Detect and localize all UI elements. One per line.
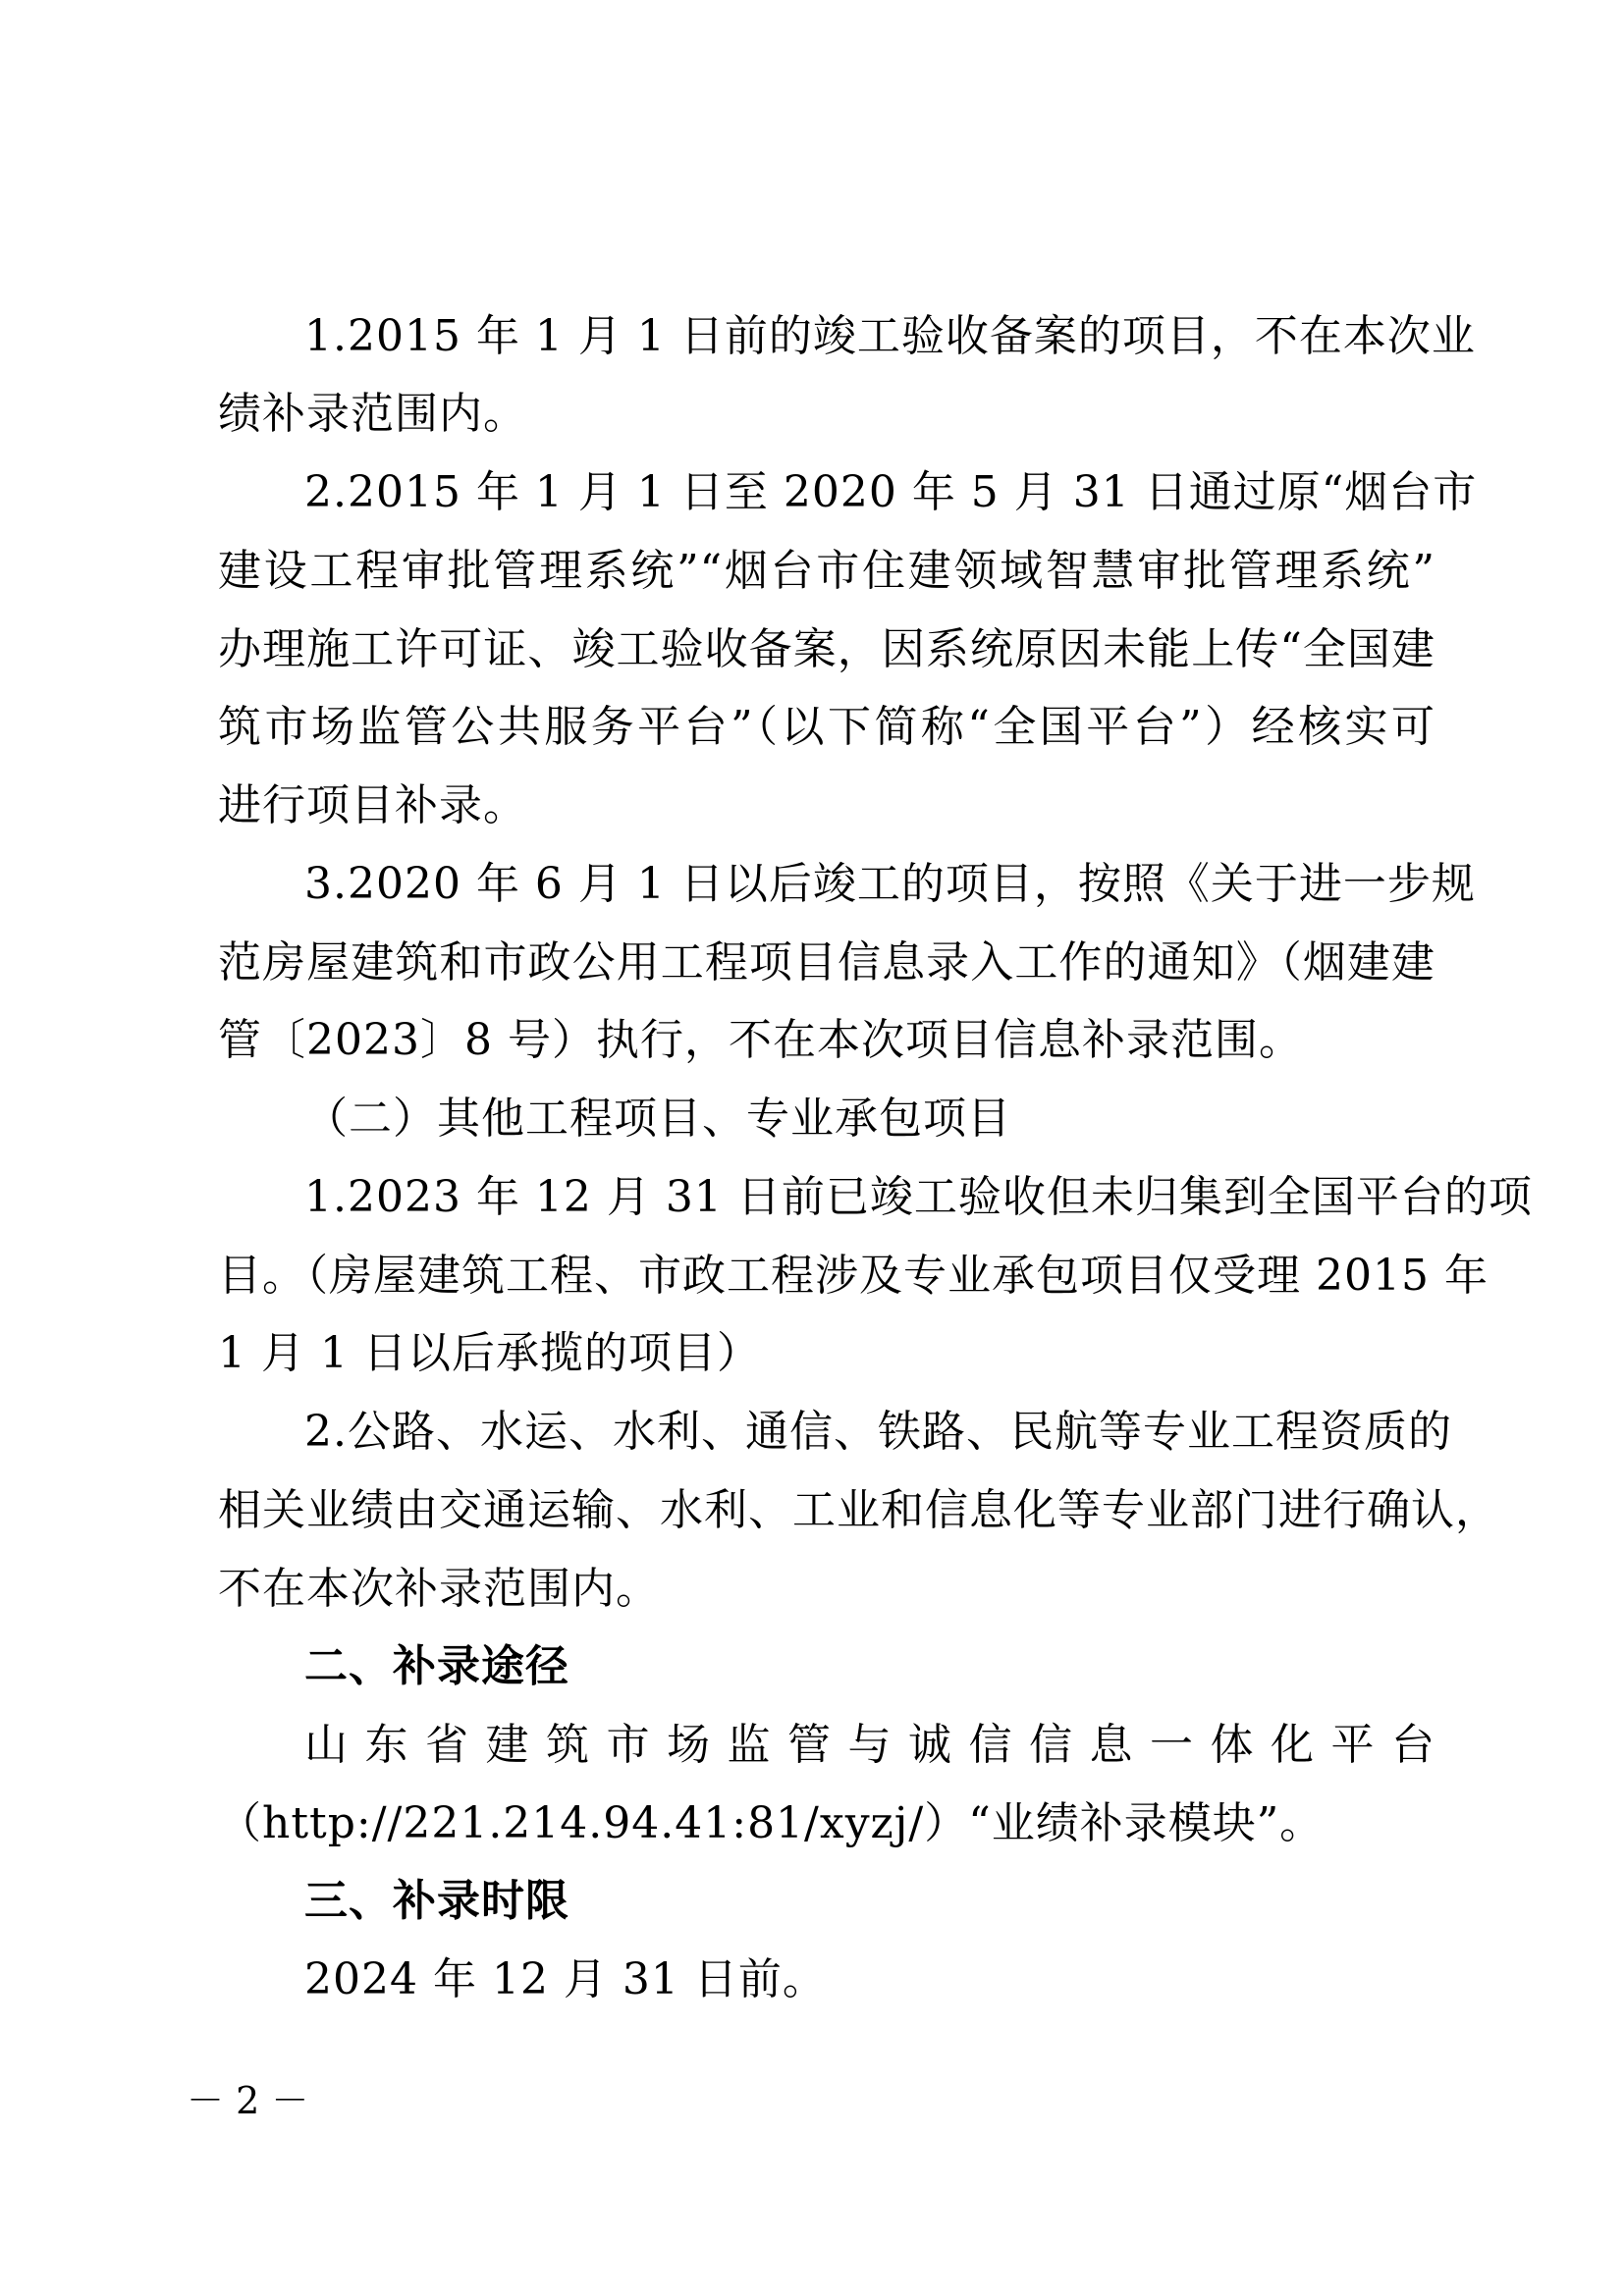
paragraph-line: 2.公路、水运、水利、通信、铁路、民航等专业工程资质的 xyxy=(304,1407,1452,1457)
paragraph-line: 范房屋建筑和市政公用工程项目信息录入工作的通知》（烟建建 xyxy=(218,937,1435,988)
paragraph-line: 办理施工许可证、竣工验收备案，因系统原因未能上传“全国建 xyxy=(218,624,1435,674)
paragraph-line: 1.2015 年 1 月 1 日前的竣工验收备案的项目，不在本次业 xyxy=(304,311,1476,361)
section-heading: 三、补录时限 xyxy=(304,1876,569,1926)
paragraph-line: 1.2023 年 12 月 31 日前已竣工验收但未归集到全国平台的项 xyxy=(304,1172,1533,1222)
paragraph-line: 绩补录范围内。 xyxy=(218,389,527,439)
paragraph-line: 进行项目补录。 xyxy=(218,780,527,830)
paragraph-line: 目。（房屋建筑工程、市政工程涉及专业承包项目仅受理 2015 年 xyxy=(218,1251,1489,1301)
paragraph-line: 3.2020 年 6 月 1 日以后竣工的项目，按照《关于进一步规 xyxy=(304,859,1476,909)
paragraph-line: 筑市场监管公共服务平台”（以下简称“全国平台”）经核实可 xyxy=(218,702,1435,752)
section-subheading: （二）其他工程项目、专业承包项目 xyxy=(304,1094,1011,1144)
paragraph-line: 相关业绩由交通运输、水利、工业和信息化等专业部门进行确认， xyxy=(218,1485,1499,1535)
paragraph-line: 不在本次补录范围内。 xyxy=(218,1564,660,1614)
paragraph-line: 山东省建筑市场监管与诚信信息一体化平台 xyxy=(304,1720,1435,1770)
paragraph-line: （http://221.214.94.41:81/xyzj/）“业绩补录模块”。 xyxy=(218,1798,1325,1848)
page-number: － 2 － xyxy=(187,2079,309,2122)
paragraph-line: 1 月 1 日以后承揽的项目） xyxy=(218,1328,761,1378)
paragraph-line: 2.2015 年 1 月 1 日至 2020 年 5 月 31 日通过原“烟台市 xyxy=(304,467,1478,517)
paragraph-line: 管〔2023〕8 号）执行，不在本次项目信息补录范围。 xyxy=(218,1015,1303,1065)
paragraph-line: 2024 年 12 月 31 日前。 xyxy=(304,1954,827,2004)
section-heading: 二、补录途径 xyxy=(304,1641,569,1691)
paragraph-line: 建设工程审批管理系统”“烟台市住建领域智慧审批管理系统” xyxy=(218,546,1435,596)
